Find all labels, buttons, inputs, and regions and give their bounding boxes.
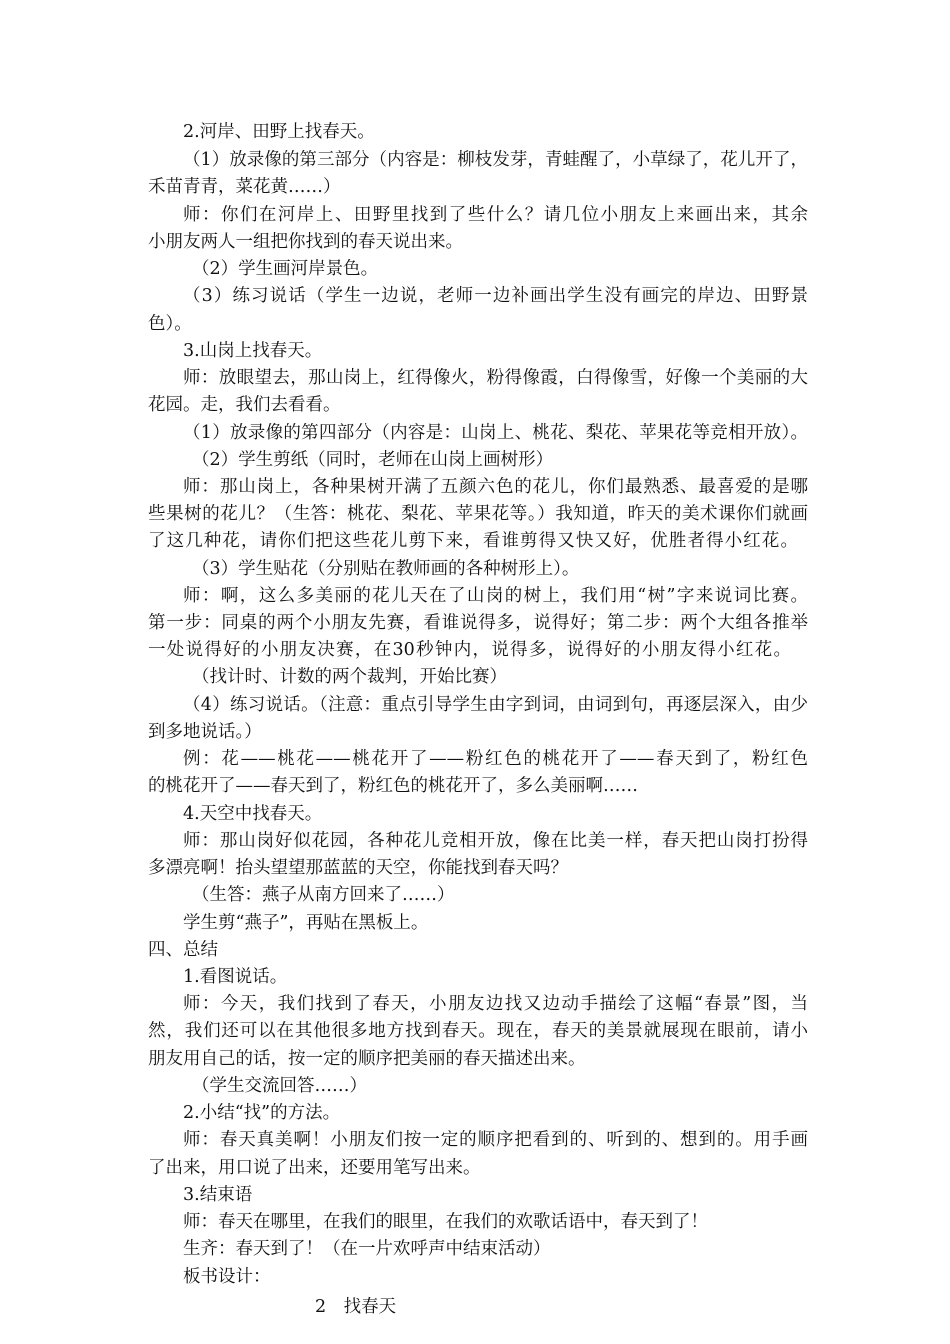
paragraph-line: 禾苗青青，菜花黄……） <box>148 177 341 197</box>
paragraph-line: 一处说得好的小朋友决赛，在30秒钟内，说得多，说得好的小朋友得小红花。 <box>148 640 791 660</box>
section-heading: 4.天空中找春天。 <box>183 804 323 824</box>
paragraph-line: （4）练习说话。（注意：重点引导学生由字到词，由词到句，再逐层深入，由少 <box>183 695 808 715</box>
paragraph-line: 色）。 <box>148 314 192 334</box>
paragraph-line: 师：啊，这么多美丽的花儿天在了山岗的树上，我们用“树”字来说词比赛。 <box>183 586 808 606</box>
paragraph-line: （生答：燕子从南方回来了……） <box>192 885 455 905</box>
section-heading: 3.山岗上找春天。 <box>183 341 323 361</box>
paragraph-line: 花园。走，我们去看看。 <box>148 395 341 415</box>
paragraph-line: （3）练习说话（学生一边说，老师一边补画出学生没有画完的岸边、田野景 <box>183 286 808 306</box>
paragraph-line: 师：放眼望去，那山岗上，红得像火，粉得像霞，白得像雪，好像一个美丽的大 <box>183 368 808 388</box>
paragraph-line: 师：春天真美啊！小朋友们按一定的顺序把看到的、听到的、想到的。用手画 <box>183 1130 808 1150</box>
paragraph-line: 师：你们在河岸上、田野里找到了些什么？请几位小朋友上来画出来，其余 <box>183 205 808 225</box>
paragraph-line: 例：花——桃花——桃花开了——粉红色的桃花开了——春天到了，粉红色 <box>183 749 808 769</box>
paragraph-line: 生齐：春天到了！（在一片欢呼声中结束活动） <box>183 1239 551 1259</box>
section-heading: 1.看图说话。 <box>183 967 288 987</box>
paragraph-line: 朋友用自己的话，按一定的顺序把美丽的春天描述出来。 <box>148 1049 586 1069</box>
paragraph-line: （2）学生画河岸景色。 <box>192 259 379 279</box>
paragraph-line: 然，我们还可以在其他很多地方找到春天。现在，春天的美景就展现在眼前，请小 <box>148 1021 808 1041</box>
paragraph-line: 师：那山岗好似花园，各种花儿竞相开放，像在比美一样，春天把山岗打扮得 <box>183 831 808 851</box>
paragraph-line: 学生剪“燕子”，再贴在黑板上。 <box>183 913 429 933</box>
board-title: 2 找春天 <box>315 1297 397 1317</box>
paragraph-line: 了出来，用口说了出来，还要用笔写出来。 <box>148 1158 481 1178</box>
paragraph-line: 师：春天在哪里，在我们的眼里，在我们的欢歌话语中，春天到了！ <box>183 1212 708 1232</box>
paragraph-line: 师：那山岗上，各种果树开满了五颜六色的花儿，你们最熟悉、最喜爱的是哪 <box>183 477 808 497</box>
paragraph-line: （1）放录像的第四部分（内容是：山岗上、桃花、梨花、苹果花等竞相开放）。 <box>183 423 808 443</box>
paragraph-line: 第一步：同桌的两个小朋友先赛，看谁说得多，说得好；第二步：两个大组各推举 <box>148 613 808 633</box>
paragraph-line: 小朋友两人一组把你找到的春天说出来。 <box>148 232 463 252</box>
paragraph-line: （找计时、计数的两个裁判，开始比赛） <box>192 667 507 687</box>
paragraph-line: 了这几种花，请你们把这些花儿剪下来，看谁剪得又快又好，优胜者得小红花。 <box>148 531 798 551</box>
paragraph-line: 板书设计： <box>183 1267 271 1287</box>
paragraph-line: （2）学生剪纸（同时，老师在山岗上画树形） <box>192 450 554 470</box>
paragraph-line: 到多地说话。） <box>148 722 262 742</box>
paragraph-line: 多漂亮啊！抬头望望那蓝蓝的天空，你能找到春天吗？ <box>148 858 568 878</box>
section-heading: 3.结束语 <box>183 1185 253 1205</box>
paragraph-line: （学生交流回答……） <box>192 1076 367 1096</box>
paragraph-line: （1）放录像的第三部分（内容是：柳枝发芽，青蛙醒了，小草绿了，花儿开了， <box>183 150 808 170</box>
paragraph-line: 些果树的花儿？（生答：桃花、梨花、苹果花等。）我知道，昨天的美术课你们就画 <box>148 504 808 524</box>
section-heading: 2.小结“找”的方法。 <box>183 1103 341 1123</box>
paragraph-line: （3）学生贴花（分别贴在教师画的各种树形上）。 <box>192 559 580 579</box>
paragraph-line: 的桃花开了——春天到了，粉红色的桃花开了，多么美丽啊…… <box>148 776 638 796</box>
section-heading: 2.河岸、田野上找春天。 <box>183 122 375 142</box>
paragraph-line: 师：今天，我们找到了春天，小朋友边找又边动手描绘了这幅“春景”图，当 <box>183 994 808 1014</box>
section-heading: 四、总结 <box>148 940 218 960</box>
